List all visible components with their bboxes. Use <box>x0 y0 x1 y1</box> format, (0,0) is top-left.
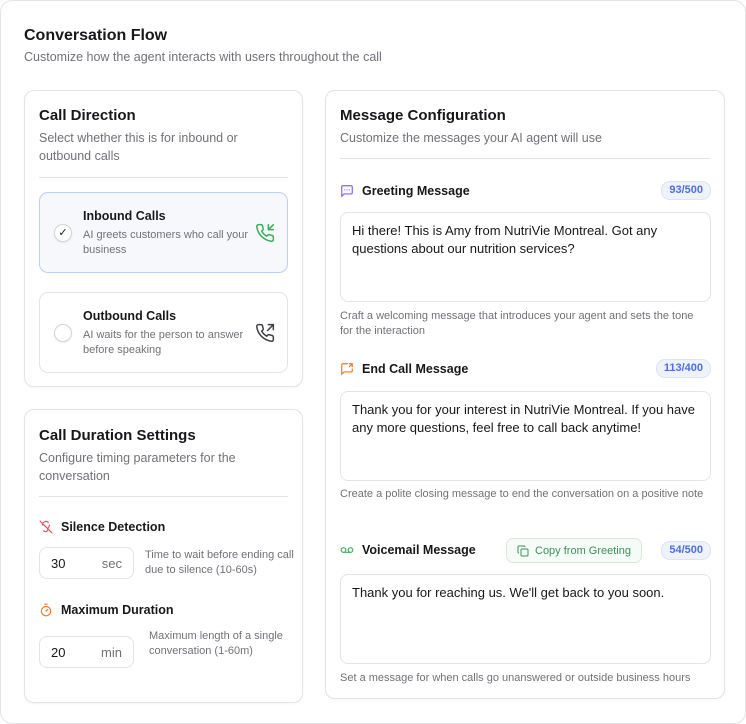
silence-detection-label <box>39 520 165 534</box>
call-direction-card <box>24 90 303 387</box>
divider <box>340 158 710 159</box>
message-configuration-card <box>325 90 725 699</box>
label-text: End Call Message <box>362 362 469 376</box>
copy-icon <box>517 545 529 557</box>
divider <box>39 177 288 178</box>
option-inbound-calls[interactable] <box>39 192 288 273</box>
maximum-duration-label <box>39 603 174 617</box>
max-duration-hint: Maximum length of a single conversation (1-60m) <box>149 630 283 657</box>
radio-checked[interactable]: ✓ <box>54 224 72 242</box>
message-square-share-icon <box>340 362 354 376</box>
max-duration-input[interactable] <box>39 636 134 668</box>
end-call-message-label <box>340 362 468 376</box>
label-text: Voicemail Message <box>362 543 476 557</box>
radio-unchecked[interactable] <box>54 324 72 342</box>
voicemail-char-count: 54/500 <box>661 541 711 560</box>
greeting-hint: Craft a welcoming message that introduces your agent and sets the tone for the interaction <box>340 310 694 337</box>
card-title: Call Direction <box>39 107 136 124</box>
card-title: Call Duration Settings <box>39 427 196 444</box>
silence-duration-input[interactable] <box>39 547 134 579</box>
card-subtitle: Select whether this is for inbound or outbound calls <box>39 131 238 163</box>
unit-label: min <box>101 644 122 660</box>
end-call-char-count: 113/400 <box>656 359 711 378</box>
card-subtitle: Configure timing parameters for the conversation <box>39 451 236 483</box>
greeting-message-textarea[interactable]: Hi there! This is Amy from NutriVie Montreal. Got any questions about our nutrition services? <box>340 212 711 302</box>
card-title: Message Configuration <box>340 107 506 124</box>
option-title: Inbound Calls <box>83 209 166 223</box>
ear-off-icon <box>39 520 53 534</box>
option-outbound-calls[interactable] <box>39 292 288 373</box>
call-duration-card <box>24 409 303 703</box>
label-text: Silence Detection <box>61 520 166 534</box>
silence-hint: Time to wait before ending call due to silence (10-60s) <box>145 549 294 576</box>
input-value: 20 <box>51 644 66 660</box>
button-label: Copy from Greeting <box>535 544 631 557</box>
voicemail-icon <box>340 543 354 557</box>
phone-incoming-icon <box>255 223 275 243</box>
timer-icon <box>39 603 53 617</box>
end-call-hint: Create a polite closing message to end the conversation on a positive note <box>340 488 704 500</box>
phone-outgoing-icon <box>255 323 275 343</box>
voicemail-message-label <box>340 543 476 557</box>
greeting-char-count: 93/500 <box>661 181 711 200</box>
copy-from-greeting-button[interactable] <box>506 538 642 563</box>
option-title: Outbound Calls <box>83 309 177 323</box>
message-square-icon <box>340 184 354 198</box>
voicemail-message-textarea[interactable]: Thank you for reaching us. We'll get back to you soon. <box>340 574 711 664</box>
end-call-message-textarea[interactable]: Thank you for your interest in NutriVie Montreal. If you have any more questions, feel free to call back anytime! <box>340 391 711 481</box>
page-title: Conversation Flow <box>24 27 168 44</box>
input-value: 30 <box>51 555 66 571</box>
divider <box>39 496 288 497</box>
card-subtitle: Customize the messages your AI agent will use <box>340 131 602 145</box>
option-desc: AI greets customers who call your business <box>83 229 249 256</box>
option-desc: AI waits for the person to answer before speaking <box>83 329 244 356</box>
page-subtitle: Customize how the agent interacts with users throughout the call <box>24 50 382 64</box>
label-text: Greeting Message <box>362 184 470 198</box>
label-text: Maximum Duration <box>61 603 174 617</box>
voicemail-hint: Set a message for when calls go unanswered or outside business hours <box>340 672 691 684</box>
greeting-message-label <box>340 184 470 198</box>
unit-label: sec <box>101 555 122 571</box>
